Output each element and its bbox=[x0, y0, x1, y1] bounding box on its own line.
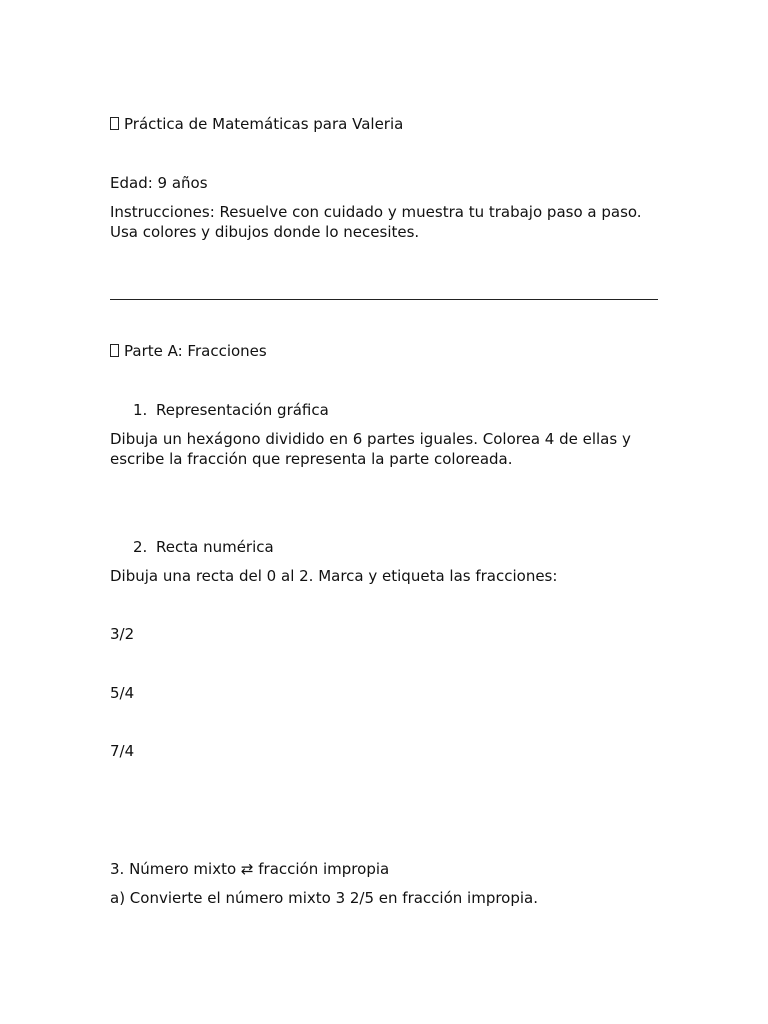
document-title bbox=[110, 114, 403, 134]
item-3-part-a: a) Convierte el número mixto 3 2/5 en fracción impropia. bbox=[110, 889, 539, 907]
missing-glyph-icon bbox=[110, 117, 119, 130]
item-1-heading bbox=[133, 400, 329, 420]
item-2-number: 2. bbox=[133, 538, 148, 556]
section-a-title-text: Parte A: Fracciones bbox=[124, 342, 267, 360]
fraction-item: 5/4 bbox=[110, 684, 135, 702]
instructions-paragraph: Instrucciones: Resuelve con cuidado y muestra tu trabajo paso a paso. Usa colores y dibujos donde lo necesites. bbox=[110, 203, 642, 241]
fraction-item: 7/4 bbox=[110, 742, 135, 760]
item-2-heading bbox=[133, 537, 274, 557]
section-a-title bbox=[110, 341, 267, 361]
document-title-text: Práctica de Matemáticas para Valeria bbox=[124, 115, 404, 133]
horizontal-divider bbox=[110, 299, 658, 300]
missing-glyph-icon bbox=[110, 344, 119, 357]
item-2-heading-text: Recta numérica bbox=[156, 538, 274, 556]
item-2-body: Dibuja una recta del 0 al 2. Marca y etiqueta las fracciones: bbox=[110, 567, 558, 585]
age-line: Edad: 9 años bbox=[110, 174, 208, 192]
fraction-item: 3/2 bbox=[110, 625, 135, 643]
item-3-heading: 3. Número mixto ⇄ fracción impropia bbox=[110, 860, 390, 878]
item-1-number: 1. bbox=[133, 401, 148, 419]
item-1-heading-text: Representación gráfica bbox=[156, 401, 329, 419]
item-1-body: Dibuja un hexágono dividido en 6 partes iguales. Colorea 4 de ellas y escribe la fracción que representa la parte coloreada. bbox=[110, 430, 631, 468]
